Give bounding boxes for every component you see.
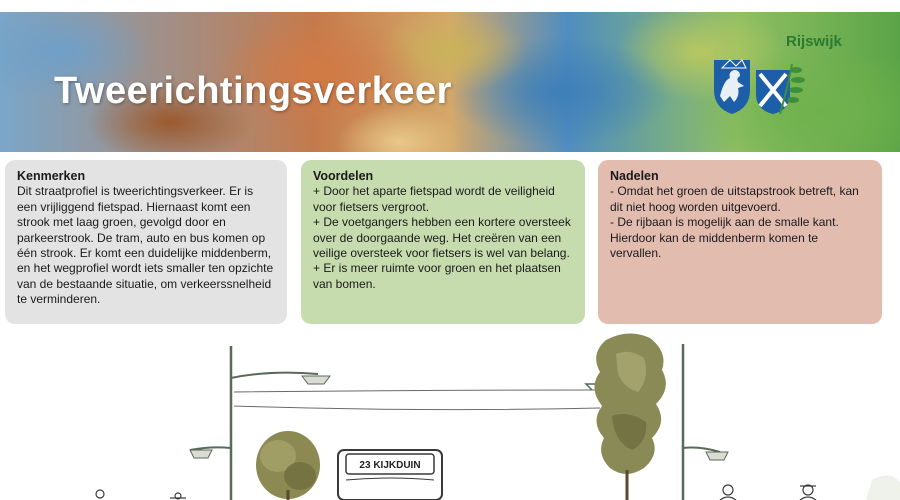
foliage-edge-right	[866, 475, 900, 500]
list-item: + De voetgangers hebben een kortere oversteek over de doorgaande weg. Het creëren van een veilige oversteek voor fietsers is wel van belang.	[313, 215, 571, 261]
panel-body: Dit straatprofiel is tweerichtingsverkeer. Er is een vrijliggend fietspad. Hiernaast komt een strook met laag groen, gevolgd door en parkeerstrook. De tram, auto en bus komen op één strook. Er komt een duidelijke middenberm, en het wegprofiel wordt iets smaller ten opzichte van de bestaande situatie, om verkeerssnelheid te verminderen.	[17, 184, 274, 307]
municipality-crest-icon	[710, 56, 806, 118]
panel-heading: Voordelen	[313, 169, 374, 183]
brand-name: Rijswijk	[786, 33, 842, 50]
list-item: + Door het aparte fietspad wordt de veiligheid voor fietsers vergroot.	[313, 184, 555, 214]
page-title: Tweerichtingsverkeer	[54, 70, 452, 112]
overhead-wire	[234, 390, 600, 410]
list-item: - De rijbaan is mogelijk aan de smalle kant. Hierdoor kan de middenberm komen te vervallen.	[610, 215, 839, 261]
tram-destination-sign: 23 KIJKDUIN	[359, 460, 421, 471]
tree-right	[594, 333, 665, 500]
panel-nadelen	[598, 160, 882, 324]
panel-heading: Kenmerken	[17, 169, 86, 183]
list-item: + Er is meer ruimte voor groen en het plaatsen van bomen.	[313, 261, 561, 291]
list-item: - Omdat het groen de uitstapstrook betreft, kan dit niet hoog worden uitgevoerd.	[610, 184, 859, 214]
pedestrian-left	[96, 490, 186, 499]
street-profile-illustration	[0, 330, 900, 500]
panel-kenmerken	[5, 160, 287, 324]
panel-voordelen	[301, 160, 585, 324]
pedestrian-right	[720, 485, 816, 500]
header-banner	[0, 12, 900, 152]
panel-heading: Nadelen	[610, 169, 659, 183]
tram	[338, 450, 442, 500]
tree-left	[256, 431, 320, 500]
